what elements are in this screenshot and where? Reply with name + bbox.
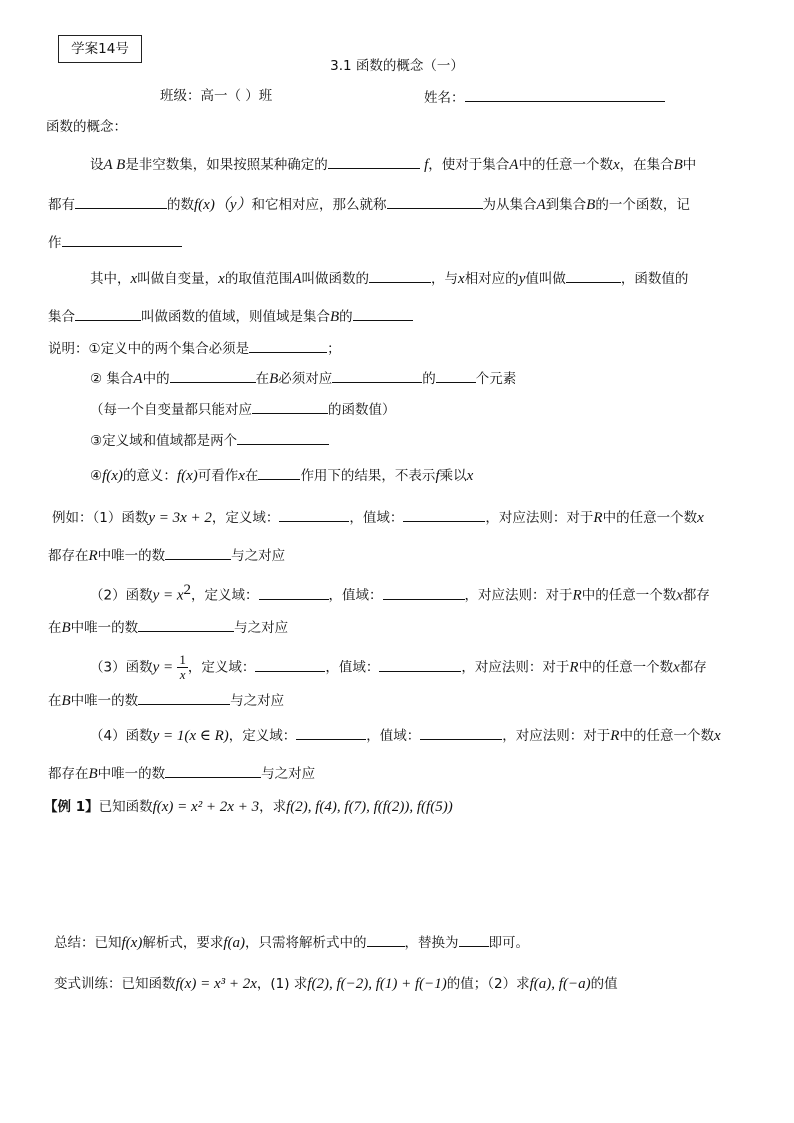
- note-1: 说明：①定义中的两个集合必须是 ；: [48, 338, 341, 358]
- class-label: 班级：高一（ ）班: [160, 88, 273, 104]
- blank[interactable]: [379, 657, 461, 672]
- example-2-line-1: （2）函数$y = x^2$，定义域： ，值域： ，对应法则：对于R中的任意一个数x都存: [90, 582, 710, 604]
- blank[interactable]: [387, 194, 483, 209]
- blank[interactable]: [75, 194, 167, 209]
- blank[interactable]: [403, 507, 485, 522]
- definition-line-4: 其中，x叫做自变量，x的取值范围A叫做函数的 ，与x相对应的y值叫做 ，函数值的: [90, 268, 688, 288]
- blank[interactable]: [459, 932, 489, 947]
- section-heading: 函数的概念：: [46, 119, 127, 135]
- summary-line: 总结：已知f(x)解析式，要求f(a)，只需将解析式中的 ，替换为 即可。: [54, 932, 529, 952]
- blank[interactable]: [62, 232, 182, 247]
- definition-line-2: 都有 的数f(x)（y）和它相对应，那么就称 为从集合A到集合B的一个函数，记: [48, 194, 690, 214]
- blank[interactable]: [353, 306, 413, 321]
- blank[interactable]: [566, 268, 621, 283]
- blank[interactable]: [237, 430, 329, 445]
- blank[interactable]: [279, 507, 349, 522]
- blank[interactable]: [165, 763, 261, 778]
- name-field: [424, 87, 665, 107]
- blank[interactable]: [258, 465, 300, 480]
- blank[interactable]: [369, 268, 431, 283]
- blank[interactable]: [367, 932, 405, 947]
- note-2-paren: （每一个自变量都只能对应 的函数值）: [90, 399, 396, 419]
- note-4: ④f(x)的意义：f(x)可看作x在 作用下的结果，不表示f乘以x: [90, 465, 473, 485]
- blank[interactable]: [420, 725, 502, 740]
- example-4-line-1: （4）函数y = 1(x ∈ R)，定义域： ，值域： ，对应法则：对于R中的任意一个数x: [90, 725, 721, 745]
- blank[interactable]: [165, 545, 231, 560]
- blank[interactable]: [138, 690, 230, 705]
- blank[interactable]: [252, 399, 328, 414]
- page-title: 3.1 函数的概念（一）: [330, 58, 464, 74]
- example-2-line-2: 在B中唯一的数 与之对应: [48, 617, 288, 637]
- class-field: [160, 87, 272, 105]
- blank[interactable]: [75, 306, 141, 321]
- note-2: ② 集合A中的 在B必须对应 的 个元素: [90, 368, 516, 388]
- definition-line-5: 集合 叫做函数的值域，则值域是集合B的: [48, 306, 413, 326]
- example-3-line-1: （3）函数y = $\frac{1}{x}$ ，定义域： ，值域： ，对应法则：对于R中的任意一个数x都存: [90, 652, 707, 682]
- example-4-line-2: 都存在B中唯一的数 与之对应: [48, 763, 315, 783]
- example-1-line-1: 例如：（1）函数y = 3x + 2，定义域： ，值域： ，对应法则：对于R中的任意一个数x: [52, 507, 704, 527]
- blank[interactable]: [249, 338, 327, 353]
- blank[interactable]: [332, 368, 422, 383]
- name-label: 姓名：: [424, 90, 465, 106]
- definition-line-1: 设A B是非空数集，如果按照某种确定的 f，使对于集合A中的任意一个数x，在集合B中: [90, 154, 696, 174]
- note-3: ③定义域和值域都是两个: [90, 430, 329, 450]
- worksheet-number-box: 学案14号: [58, 35, 142, 63]
- name-blank[interactable]: [465, 87, 665, 102]
- blank[interactable]: [259, 585, 329, 600]
- blank[interactable]: [170, 368, 256, 383]
- blank[interactable]: [296, 725, 366, 740]
- blank[interactable]: [138, 617, 234, 632]
- example-3-line-2: 在B中唯一的数 与之对应: [48, 690, 284, 710]
- blank[interactable]: [328, 154, 420, 169]
- blank[interactable]: [383, 585, 465, 600]
- worked-example-1: 【例 1】已知函数f(x) = x² + 2x + 3，求f(2), f(4), f(7), f(f(2)), f(f(5)): [44, 799, 453, 815]
- variant-exercise-line: 变式训练：已知函数f(x) = x³ + 2x，(1) 求f(2), f(−2), f(1) + f(−1)的值；（2）求f(a), f(−a)的值: [54, 976, 618, 992]
- example-1-line-2: 都存在R中唯一的数 与之对应: [48, 545, 285, 565]
- blank[interactable]: [255, 657, 325, 672]
- blank[interactable]: [436, 368, 476, 383]
- definition-line-3: 作: [48, 232, 182, 252]
- fraction: $\frac{1}{x}$: [179, 652, 186, 682]
